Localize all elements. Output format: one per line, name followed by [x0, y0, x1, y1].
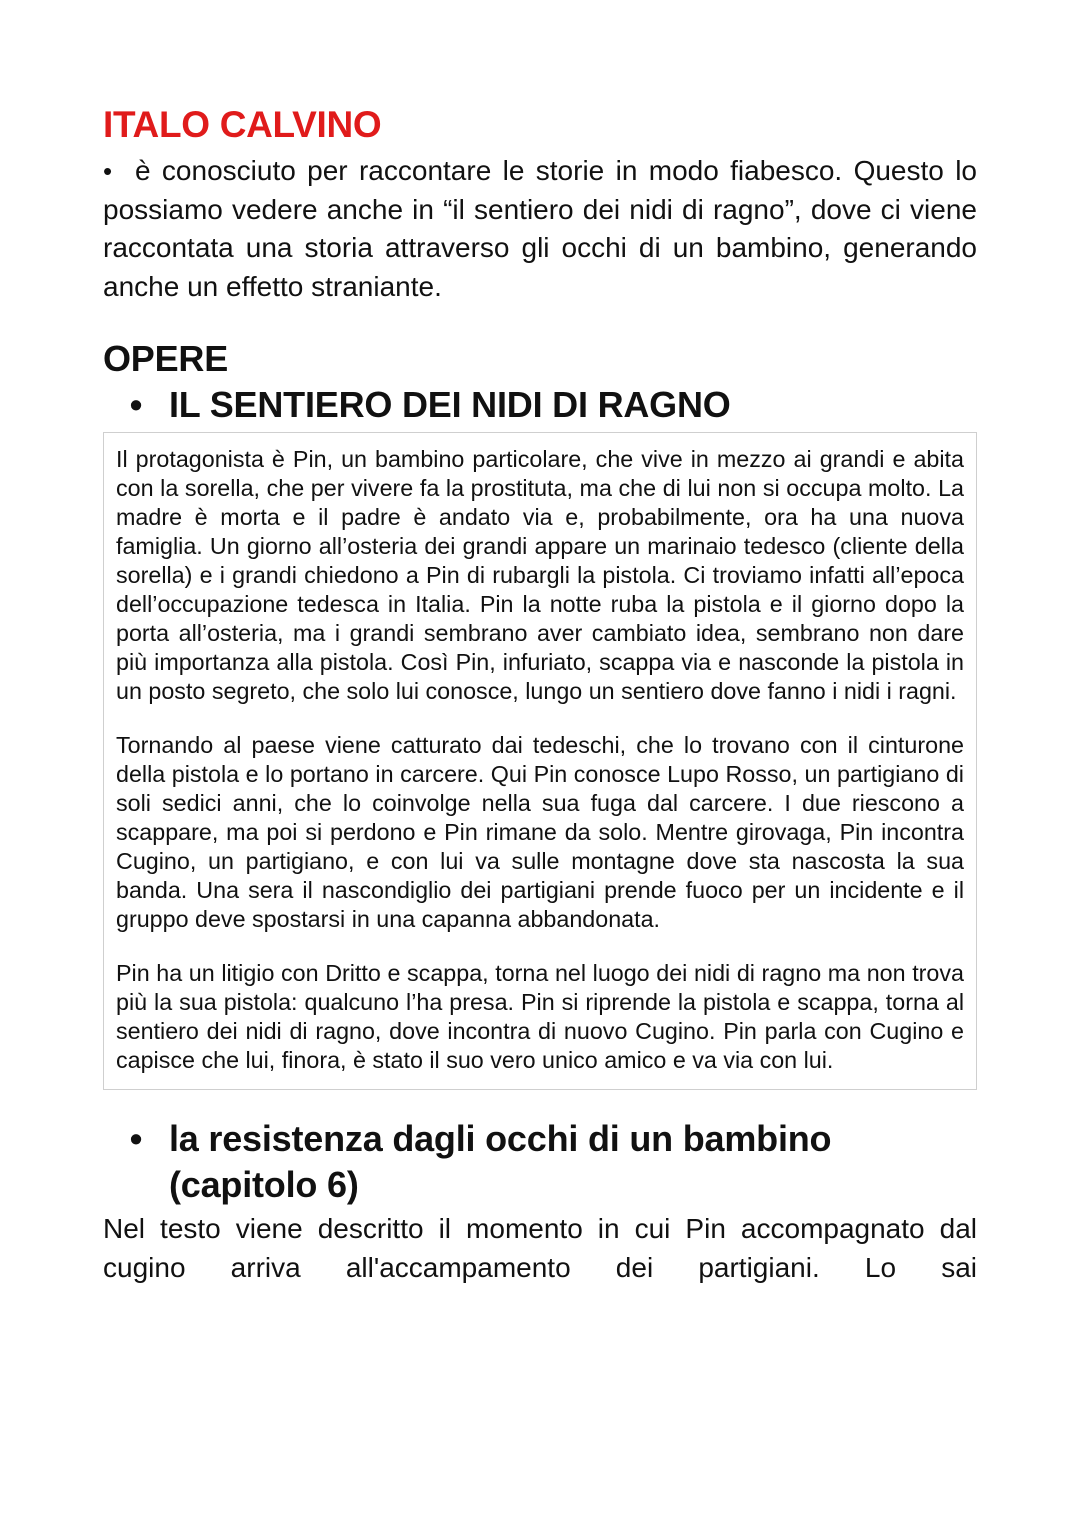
bullet-icon: • [129, 1118, 143, 1159]
section-heading-resistenza [103, 1116, 977, 1208]
body-paragraph: Nel testo viene descritto il momento in cui Pin accompagnato dal cugino arriva all'accampamento dei partigiani. Lo sai [103, 1213, 977, 1283]
summary-paragraph: Tornando al paese viene catturato dai tedeschi, che lo trovano con il cinturone della pistola e lo portano in carcere. Qui Pin conosce Lupo Rosso, un partigiano di soli sedici anni, che lo coinvolge nella sua fuga dal carcere. I due riescono a scappare, ma poi si perdono e Pin rimane da solo. Mentre girovaga, Pin incontra Cugino, un partigiano, e con lui va sulle montagne dove sta nascosta la sua banda. Una sera il nascondiglio dei partigiani prende fuoco per un incidente e il gruppo deve spostarsi in una capanna abbandonata. [116, 732, 964, 932]
section-heading-sentiero [103, 382, 977, 428]
summary-paragraph: Pin ha un litigio con Dritto e scappa, torna nel luogo dei nidi di ragno ma non trova più la sua pistola: qualcuno l’ha presa. Pin si riprende la pistola e scappa, torna al sentiero dei nidi di ragno, dove incontra di nuovo Cugino. Pin parla con Cugino e capisce che lui, finora, è stato il suo vero unico amico e va via con lui. [116, 960, 964, 1073]
summary-box [103, 432, 977, 1090]
intro-text: è conosciuto per raccontare le storie in modo fiabesco. Questo lo possiamo vedere anche in “il sentiero dei nidi di ragno”, dove ci viene raccontata una storia attraverso gli occhi di un bambino, generando anche un effetto straniante. [103, 155, 977, 302]
works-heading: OPERE [103, 338, 229, 379]
bullet-icon: • [103, 156, 113, 186]
section-heading-text: la resistenza dagli occhi di un bambino (capitolo 6) [169, 1118, 832, 1205]
section-heading-text: IL SENTIERO DEI NIDI DI RAGNO [169, 384, 731, 425]
bullet-icon: • [129, 384, 143, 425]
document-content [103, 100, 977, 1287]
summary-paragraph: Il protagonista è Pin, un bambino particolare, che vive in mezzo ai grandi e abita con la sorella, che per vivere fa la prostituta, ma che di lui non si occupa molto. La madre è morta e il padre è andato via e, probabilmente, ora ha una nuova famiglia. Un giorno all’osteria dei grandi appare un marinaio tedesco (cliente della sorella) e i grandi chiedono a Pin di rubargli la pistola. Ci troviamo infatti all’epoca dell’occupazione tedesca in Italia. Pin la notte ruba la pistola e il giorno dopo la porta all’osteria, ma i grandi sembrano aver cambiato idea, sembrano non dare più importanza alla pistola. Così Pin, infuriato, scappa via e nasconde la pistola in un posto segreto, che solo lui conosce, lungo un sentiero dove fanno i nidi i ragni. [116, 446, 964, 704]
page-title: ITALO CALVINO [103, 104, 382, 145]
intro-paragraph [103, 152, 977, 306]
